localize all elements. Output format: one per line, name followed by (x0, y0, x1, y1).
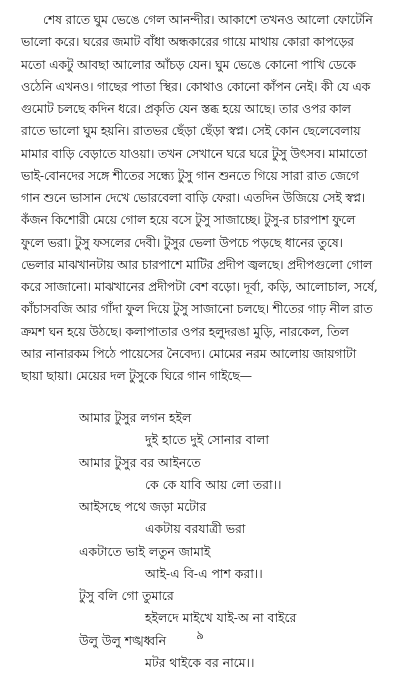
prose-line: রাতে ভালো ঘুম হয়নি। রাতভর ছেঁড়া ছেঁড়া স্বপ্ন। সেই কোন ছেলেবেলায় (21, 123, 361, 139)
verse-line: টুসু বলি গো তুমারে (79, 588, 174, 603)
verse-line: উলু উলু শঙ্খধ্বনি (79, 632, 166, 648)
prose-line: মতো একটু আবছা আলোর আঁচড় যেন। ঘুম ভেঙে কোনো পাখি ডেকে (21, 56, 356, 72)
verse-line: আই-এ বি-এ পাশ করা।। (145, 565, 263, 581)
page-number: ৯ (196, 628, 204, 642)
prose-line: কঁজন কিশোরী মেয়ে গোল হয়ে বসে টুসু সাজাচ্ছে। টুসু-র চারপাশ ফুলে (21, 212, 356, 228)
prose-paragraph (21, 9, 383, 387)
prose-line: ফুলে ভরা। টুসু ফসলের দেবী। টুসুর ভেলা উপচে পড়ছে ধানের তুষে। (21, 234, 343, 250)
verse-line: আইসছে পথে জড়া মটোর (79, 499, 207, 514)
prose-line: কাঁচাসবজি আর গাঁদা ফুল দিয়ে টুসু সাজানো চলছে। শীতের গাঢ় নীল রাত (21, 301, 373, 317)
verse-line: কে কে যাবি আয় লো তরা।। (145, 476, 282, 492)
prose-line: মামার বাড়ি বেড়াতে যাওয়া। তখন সেখানে ঘরে ঘরে টুসু উৎসব। মামাতো (21, 145, 368, 161)
prose-line: ছায়া ছায়া। মেয়ের দল টুসুকে ঘিরে গান গাইছে— (21, 368, 252, 383)
verse-line: একটায় বরযাত্রী ভরা (145, 521, 246, 537)
prose-line: করে সাজানো। মাঝখানের প্রদীপটা বেশ বড়ো। দূর্বা, কড়ি, আলোচাল, সর্ষে, (21, 279, 378, 294)
prose-line: ভালো করে। ঘরের জমাট বাঁধা অন্ধকারের গায়ে মাথায় কোরা কাপড়ের (21, 34, 354, 50)
prose-line: আর নানারকম পিঠে পায়েসের নৈবেদ্য। মোমের নরম আলোয় জায়গাটা (21, 345, 357, 361)
verse-line: দুই হাতে দুই সোনার বালা (145, 432, 269, 448)
verse-line: একটাতে ভাই লতুন জামাই (79, 543, 211, 559)
prose-line: গান শুনে ভাসান দেখে ভোরবেলা বাড়ি ফেরা। এতদিন উজিয়ে সেই স্বপ্ন। (21, 190, 365, 205)
prose-line: ক্রমশ ঘন হয়ে উঠছে। কলাপাতার ওপর হলুদরঙা মুড়ি, নারকেল, তিল (21, 323, 349, 339)
verse-line: মটর থাইকে বর নামে।। (145, 654, 255, 670)
prose-line: শেষ রাতে ঘুম ভেঙে গেল আনন্দীর। আকাশে তখনও আলো ফোটেনি (43, 12, 373, 27)
verse-line: আমার টুসুর লগন হইল (79, 410, 192, 425)
prose-line: ভেলার মাঝখানটায় আর চারপাশে মাটির প্রদীপ জ্বলছে। প্রদীপগুলো গোল (21, 256, 372, 272)
prose-line: ভাই-বোনদের সঙ্গে শীতের সন্ধ্যে টুসু গান শুনতে গিয়ে সারা রাত জেগে (21, 167, 359, 183)
verse-line: হইলদে মাইখে যাই-অ না বাইরে (145, 610, 297, 626)
prose-line: গুমোট চলছে কদিন ধরে। প্রকৃতি যেন স্তব্ধ হয়ে আছে। তার ওপর কাল (21, 101, 351, 116)
prose-line: ওঠেনি এখনও। গাছের পাতা স্থির। কোথাও কোনো কাঁপন নেই। কী যে এক (21, 78, 371, 94)
verse-line: আমার টুসুর বর আইনতে (79, 454, 201, 470)
